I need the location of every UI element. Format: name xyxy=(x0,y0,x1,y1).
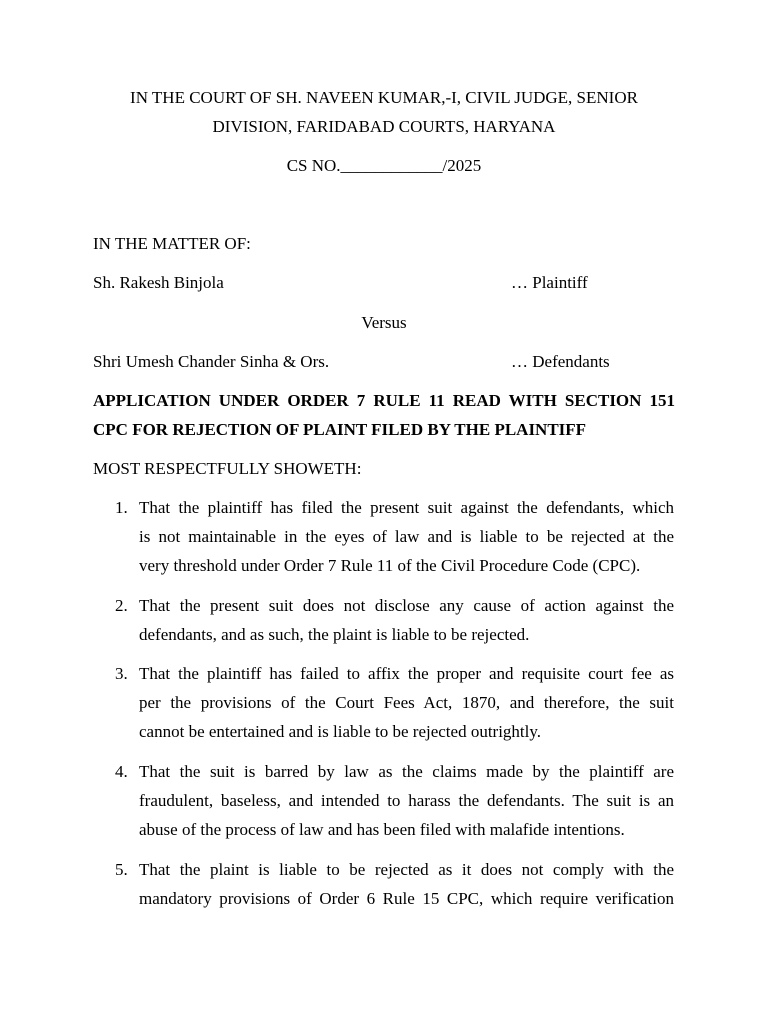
paragraph-number: 5. xyxy=(115,860,128,879)
application-title-line-1: APPLICATION UNDER ORDER 7 RULE 11 READ WITH SECTION 151 xyxy=(93,391,675,410)
paragraph-line: That the plaintiff has failed to affix the proper and requisite court fee as xyxy=(139,664,674,683)
paragraph-number: 4. xyxy=(115,762,128,781)
court-heading-line-1: IN THE COURT OF SH. NAVEEN KUMAR,-I, CIVIL JUDGE, SENIOR xyxy=(130,88,638,107)
matter-heading: IN THE MATTER OF: xyxy=(93,234,251,253)
plaintiff-name: Sh. Rakesh Binjola xyxy=(93,273,224,292)
paragraph-line: is not maintainable in the eyes of law and is liable to be rejected at the xyxy=(139,527,674,546)
paragraph-line: fraudulent, baseless, and intended to harass the defendants. The suit is an xyxy=(139,791,674,810)
paragraph-line: That the plaintiff has filed the present suit against the defendants, which xyxy=(139,498,674,517)
paragraph-number: 2. xyxy=(115,596,128,615)
versus-label: Versus xyxy=(361,313,407,332)
paragraph-line: per the provisions of the Court Fees Act, 1870, and therefore, the suit xyxy=(139,693,674,712)
paragraph-number: 1. xyxy=(115,498,128,517)
case-number: CS NO.____________/2025 xyxy=(286,156,482,175)
salutation: MOST RESPECTFULLY SHOWETH: xyxy=(93,459,362,478)
paragraph-line: mandatory provisions of Order 6 Rule 15 CPC, which require verification xyxy=(139,889,674,908)
paragraph-line: That the present suit does not disclose any cause of action against the xyxy=(139,596,674,615)
paragraph-line: That the plaint is liable to be rejected as it does not comply with the xyxy=(139,860,674,879)
paragraph-number: 3. xyxy=(115,664,128,683)
defendant-name: Shri Umesh Chander Sinha & Ors. xyxy=(93,352,330,371)
plaintiff-role: … Plaintiff xyxy=(511,273,588,292)
paragraph-line: cannot be entertained and is liable to be rejected outrightly. xyxy=(139,722,542,741)
paragraph-line: very threshold under Order 7 Rule 11 of the Civil Procedure Code (CPC). xyxy=(139,556,641,575)
paragraph-line: That the suit is barred by law as the claims made by the plaintiff are xyxy=(139,762,674,781)
paragraph-line: abuse of the process of law and has been filed with malafide intentions. xyxy=(139,820,625,839)
application-title-line-2: CPC FOR REJECTION OF PLAINT FILED BY THE PLAINTIFF xyxy=(93,420,587,439)
paragraph-line: defendants, and as such, the plaint is liable to be rejected. xyxy=(139,625,530,644)
defendant-role: … Defendants xyxy=(511,352,610,371)
court-heading-line-2: DIVISION, FARIDABAD COURTS, HARYANA xyxy=(212,117,556,136)
